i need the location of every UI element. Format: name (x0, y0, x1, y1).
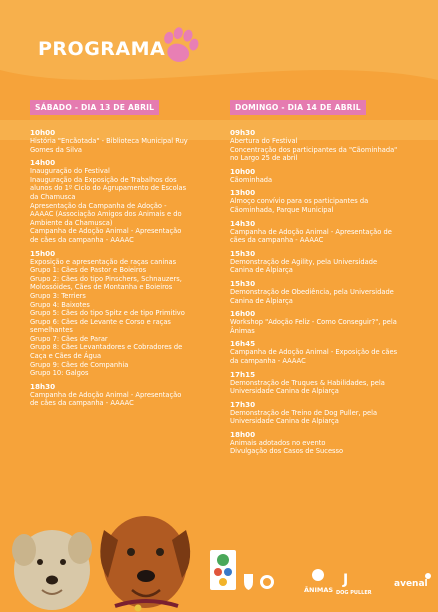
sunday-column (230, 95, 418, 456)
schedule-line: História "Encãotada" - Biblioteca Municipal Ruy (30, 137, 188, 145)
schedule-line: Apresentação da Campanha de Adoção - (30, 201, 167, 210)
schedule-line: da Chamusca (30, 192, 76, 201)
schedule-block (230, 339, 418, 365)
schedule-line: Ânimas (230, 326, 255, 335)
schedule-line: Inauguração da Exposição de Trabalhos dos (30, 175, 177, 184)
schedule-line: Universidade Canina de Alpiarça (230, 417, 339, 426)
saturday-schedule (30, 128, 218, 408)
schedule-line: Concentração dos participantes da "Cãominhada" (230, 145, 398, 154)
schedule-line: Demonstração de Agility, pela Universidade (230, 257, 378, 266)
schedule-time: 10h00 (230, 166, 256, 176)
schedule-line: Animais adotados no evento (230, 438, 326, 447)
schedule-line: Gomes da Silva (30, 145, 82, 154)
dogpuller-logo-text: DOG PULLER (336, 590, 372, 596)
schedule-line: Campanha de Adoção Animal - Apresentação de (230, 227, 392, 236)
schedule-block (30, 249, 218, 378)
schedule-time: 15h30 (230, 278, 256, 288)
schedule-block (230, 309, 418, 335)
schedule-line: Grupo 6: Cães de Levante e Corso e raças (30, 317, 171, 326)
saturday-column (30, 95, 218, 408)
schedule-time: 10h00 (30, 128, 56, 137)
schedule-block (30, 158, 218, 244)
schedule-line: semelhantes (30, 326, 73, 335)
schedule-block (30, 382, 218, 408)
schedule-line: Divulgação dos Casos de Sucesso (230, 447, 344, 456)
sunday-schedule (230, 128, 418, 456)
schedule-time: 14h00 (30, 158, 56, 168)
schedule-block (230, 370, 418, 396)
schedule-line: Cãominhada, Parque Municipal (230, 205, 334, 214)
sunday-badge: DOMINGO - DIA 14 DE ABRIL (230, 100, 366, 115)
schedule-line: Demonstração de Treino de Dog Puller, pela (230, 408, 378, 417)
schedule-block (230, 128, 418, 163)
schedule-line: Grupo 2: Cães do tipo Pinschers, Schnauzers, (30, 274, 182, 283)
aaaac-logo (260, 575, 274, 589)
schedule-line: alunos do 1º Ciclo do Agrupamento de Escolas (30, 184, 187, 193)
paw-icon (156, 22, 204, 70)
sponsor-logos (208, 548, 436, 604)
schedule-line: Grupo 9: Cães de Companhia (30, 360, 129, 369)
saturday-badge: SÁBADO - DIA 13 DE ABRIL (30, 100, 159, 115)
schedule-block (30, 128, 218, 154)
schedule-line: Universidade Canina de Alpiarça (230, 387, 339, 396)
terrier-dog (12, 530, 92, 610)
schedule-line: de cães da campanha - AAAAC (30, 399, 134, 408)
schedule-line: Molossóides, Cães de Montanha e Boieiros (30, 283, 173, 292)
schedule-block (230, 279, 418, 305)
brown-dog (100, 516, 190, 612)
schedule-line: Grupo 8: Cães Levantadores e Cobradores de (30, 343, 183, 352)
schedule-line: Exposição e apresentação de raças caninas (30, 257, 177, 266)
schedule-line: Cãominhada (230, 175, 273, 184)
schedule-line: de cães da campanha - AAAAC (30, 235, 134, 244)
animas-logo-text: ÂNIMAS (304, 586, 334, 594)
schedule-line: Grupo 5: Cães do tipo Spitz e de tipo Primitivo (30, 309, 185, 318)
schedule-line: Grupo 10: Galgos (30, 369, 89, 378)
schedule-line: Grupo 4: Baixotes (30, 300, 90, 309)
schedule-line: no Largo 25 de abril (230, 154, 298, 163)
schedule-line: Caça e Cães de Água (30, 352, 102, 361)
schedule-line: da campanha - AAAAC (230, 356, 306, 365)
schedule-line: Campanha de Adoção Animal - Apresentação (30, 390, 182, 399)
schedule-line: Campanha de Adoção Animal - Apresentação (30, 227, 182, 236)
schedule-time: 15h30 (230, 248, 256, 258)
avenal-logo (394, 573, 431, 589)
animas-logo (304, 569, 333, 594)
schedule-line: Grupo 3: Terriers (30, 291, 86, 300)
schedule-block (230, 400, 418, 426)
schedule-line: Canina de Alpiarça (230, 296, 293, 305)
schedule-line: Grupo 1: Cães de Pastor e Boieiros (30, 266, 147, 275)
schedule-time: 18h00 (230, 429, 256, 439)
schedule-time: 13h00 (230, 188, 256, 198)
schedule-line: cães da campanha - AAAAC (230, 236, 324, 245)
schedule-block (230, 249, 418, 275)
schedule-line: Ambiente da Chamusca) (30, 218, 113, 227)
dogpuller-logo (336, 572, 372, 596)
schedule-time: 16h45 (230, 339, 256, 349)
schedule-line: Abertura do Festival (230, 137, 298, 145)
schedule-time: 14h30 (230, 218, 256, 228)
schedule-time: 15h00 (30, 248, 56, 258)
schedule-line: Demonstração de Obediência, pela Universidade (230, 287, 394, 296)
schedule-time: 18h30 (30, 381, 56, 391)
schedule-line: Workshop "Adoção Feliz - Como Conseguir?", pela (230, 318, 397, 327)
schedule-line: Grupo 7: Cães de Parar (30, 334, 108, 343)
schedule-line: Almoço convívio para os participantes da (230, 197, 369, 206)
dogs-photo (0, 500, 215, 612)
schedule-time: 17h30 (230, 399, 256, 409)
page-title: PROGRAMA (38, 38, 166, 60)
schedule-block (230, 219, 418, 245)
schedule-time: 16h00 (230, 309, 256, 319)
schedule-line: Inauguração do Festival (30, 167, 110, 176)
schedule-line: Campanha de Adoção Animal - Exposição de cães (230, 348, 398, 357)
municipal-crest-icon (244, 574, 253, 590)
schedule-time: 09h30 (230, 128, 256, 137)
schedule-line: Canina de Alpiarça (230, 266, 293, 275)
svg-text:J: J (343, 572, 349, 588)
schedule-block (230, 430, 418, 456)
schedule-line: AAAAC (Associação Amigos dos Animais e do (30, 210, 182, 219)
festival-logo (210, 550, 236, 590)
schedule-line: Demonstração de Truques & Habilidades, pela (230, 378, 385, 387)
avenal-logo-text: avenal (394, 579, 428, 589)
schedule-time: 17h15 (230, 369, 256, 379)
schedule-block (230, 167, 418, 185)
schedule-block (230, 188, 418, 214)
